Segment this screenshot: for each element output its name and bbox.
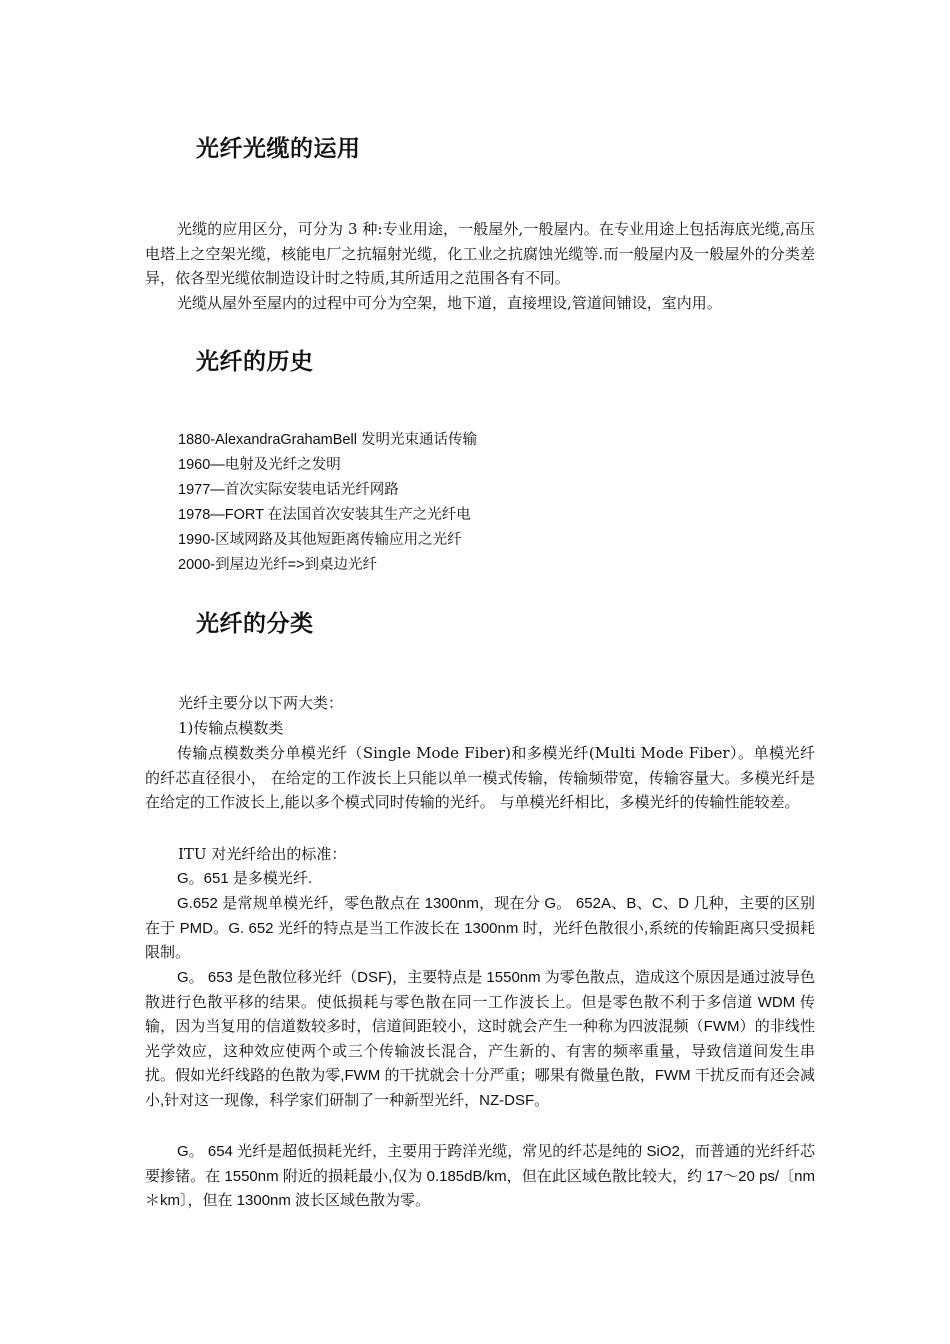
g654-paragraph: G。 654 光纤是超低损耗光纤，主要用于跨洋光缆，常见的纤芯是纯的 SiO2，而普通的光纤纤芯要掺锗。在 1550nm 附近的损耗最小,仅为 0.185dB/km，但在此区域色散比较大，约 17～20 ps/〔nm＊km〕，但在 1300nm 波长区域色散为零。 bbox=[145, 1143, 815, 1209]
usage-paragraph-2: 光缆从屋外至屋内的过程中可分为空架，地下道，直接埋设,管道间铺设，室内用。 bbox=[177, 294, 722, 312]
heading-usage: 光纤光缆的运用 bbox=[196, 136, 361, 162]
heading-classification: 光纤的分类 bbox=[196, 611, 314, 637]
list-item: 1977—首次实际安装电话光纤网路 bbox=[178, 482, 399, 498]
g651-paragraph: G。651 是多模光纤. bbox=[177, 870, 313, 887]
list-item: 1880-AlexandraGrahamBell 发明光束通话传输 bbox=[178, 432, 477, 448]
usage-paragraph-1: 光缆的应用区分，可分为 3 种:专业用途，一般屋外,一般屋内。在专业用途上包括海底光缆,高压电塔上之空架光缆，核能电厂之抗辐射光缆，化工业之抗腐蚀光缆等.而一般屋内及一般屋外的分类差异，依各型光缆依制造设计时之特质,其所适用之范围各有不同。 bbox=[145, 220, 815, 287]
itu-label: ITU 对光纤给出的标准： bbox=[178, 845, 347, 863]
history-list bbox=[178, 428, 798, 578]
list-item: 1960—电射及光纤之发明 bbox=[178, 457, 341, 473]
list-item: 1990-区域网路及其他短距离传输应用之光纤 bbox=[178, 532, 462, 548]
heading-history: 光纤的历史 bbox=[196, 349, 314, 375]
g652-paragraph: G.652 是常规单模光纤，零色散点在 1300nm，现在分 G。 652A、B、C、D 几种，主要的区别在于 PMD。G. 652 光纤的特点是当工作波长在 1300nm 时，光纤色散很小,系统的传输距离只受损耗限制。 bbox=[145, 895, 815, 961]
classification-subtitle: 1)传输点模数类 bbox=[178, 719, 284, 737]
list-item: 2000-到屋边光纤=>到桌边光纤 bbox=[178, 557, 378, 573]
list-item: 1978—FORT 在法国首次安装其生产之光纤电 bbox=[178, 507, 471, 523]
g653-paragraph: G。 653 是色散位移光纤（DSF)，主要特点是 1550nm 为零色散点，造成这个原因是通过波导色散进行色散平移的结果。使低损耗与零色散在同一工作波长上。但是零色散不利于多信道 WDM 传输，因为当复用的信道数较多时，信道间距较小，这时就会产生一种称为四波混频（FWM）的非线性光学效应，这种效应使两个或三个传输波长混合，产生新的、有害的频率重量，导致信道间发生串扰。假如光纤线路的色散为零,FWM 的干扰就会十分严重；哪果有微量色散，FWM 干扰反而有还会减小,针对这一现像，科学家们研制了一种新型光纤，NZ-DSF。 bbox=[145, 969, 815, 1109]
modes-paragraph: 传输点模数类分单模光纤（Single Mode Fiber)和多模光纤(Multi Mode Fiber）。单模光纤的纤芯直径很小， 在给定的工作波长上只能以单一模式传输，传输频带宽，传输容量大。多模光纤是在给定的工作波长上,能以多个模式同时传输的光纤。 与单模光纤相比，多模光纤的传输性能较差。 bbox=[145, 744, 815, 811]
classification-intro: 光纤主要分以下两大类： bbox=[178, 694, 344, 712]
